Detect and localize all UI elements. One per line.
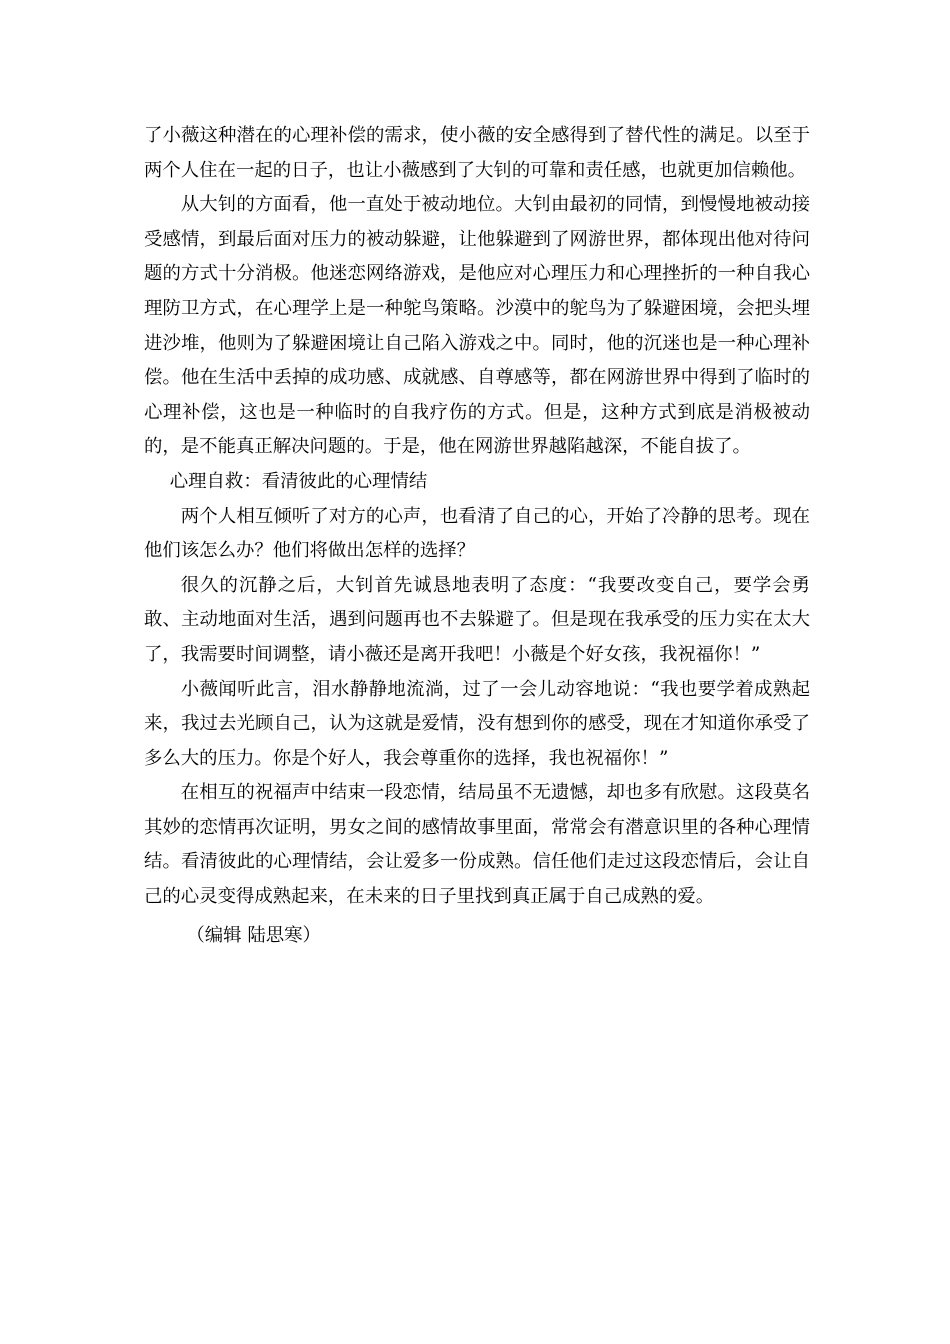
paragraph-continued: 了小薇这种潜在的心理补偿的需求，使小薇的安全感得到了替代性的满足。以至于两个人住在一起的日子，也让小薇感到了大钊的可靠和责任感，也就更加信赖他。 (144, 125, 810, 181)
editor-credit: （编辑 陆思寒） (186, 924, 321, 946)
paragraph-listening: 两个人相互倾听了对方的心声，也看清了自己的心，开始了冷静的思考。现在他们该怎么办？他们将做出怎样的选择？ (144, 505, 810, 562)
paragraph-dazhao-decision: 很久的沉静之后，大钊首先诚恳地表明了态度：“我要改变自己，要学会勇敢、主动地面对生活，遇到问题再也不去躲避了。但是现在我承受的压力实在太大了，我需要时间调整，请小薇还是离开我吧！小薇是个好女孩，我祝福你！” (144, 574, 810, 665)
paragraph-xiaowei-reply: 小薇闻听此言，泪水静静地流淌，过了一会儿动容地说：“我也要学着成熟起来，我过去光顾自己，认为这就是爱情，没有想到你的感受，现在才知道你承受了多么大的压力。你是个好人，我会尊重你的选择，我也祝福你！” (144, 678, 810, 769)
paragraph-conclusion: 在相互的祝福声中结束一段恋情，结局虽不无遗憾，却也多有欣慰。这段莫名其妙的恋情再次证明，男女之间的感情故事里面，常常会有潜意识里的各种心理情结。看清彼此的心理情结，会让爱多一份成熟。信任他们走过这段恋情后，会让自己的心灵变得成熟起来，在未来的日子里找到真正属于自己成熟的爱。 (144, 782, 810, 908)
article-body (144, 119, 810, 953)
paragraph-dazhao-passive: 从大钊的方面看，他一直处于被动地位。大钊由最初的同情，到慢慢地被动接受感情，到最后面对压力的被动躲避，让他躲避到了网游世界，都体现出他对待问题的方式十分消极。他迷恋网络游戏，是他应对心理压力和心理挫折的一种自我心理防卫方式，在心理学上是一种鸵鸟策略。沙漠中的鸵鸟为了躲避困境，会把头埋进沙堆，他则为了躲避困境让自己陷入游戏之中。同时，他的沉迷也是一种心理补偿。他在生活中丢掉的成功感、成就感、自尊感等，都在网游世界中得到了临时的心理补偿，这也是一种临时的自我疗伤的方式。但是，这种方式到底是消极被动的，是不能真正解决问题的。于是，他在网游世界越陷越深，不能自拔了。 (144, 194, 810, 458)
section-subheading: 心理自救：看清彼此的心理情结 (169, 470, 428, 492)
